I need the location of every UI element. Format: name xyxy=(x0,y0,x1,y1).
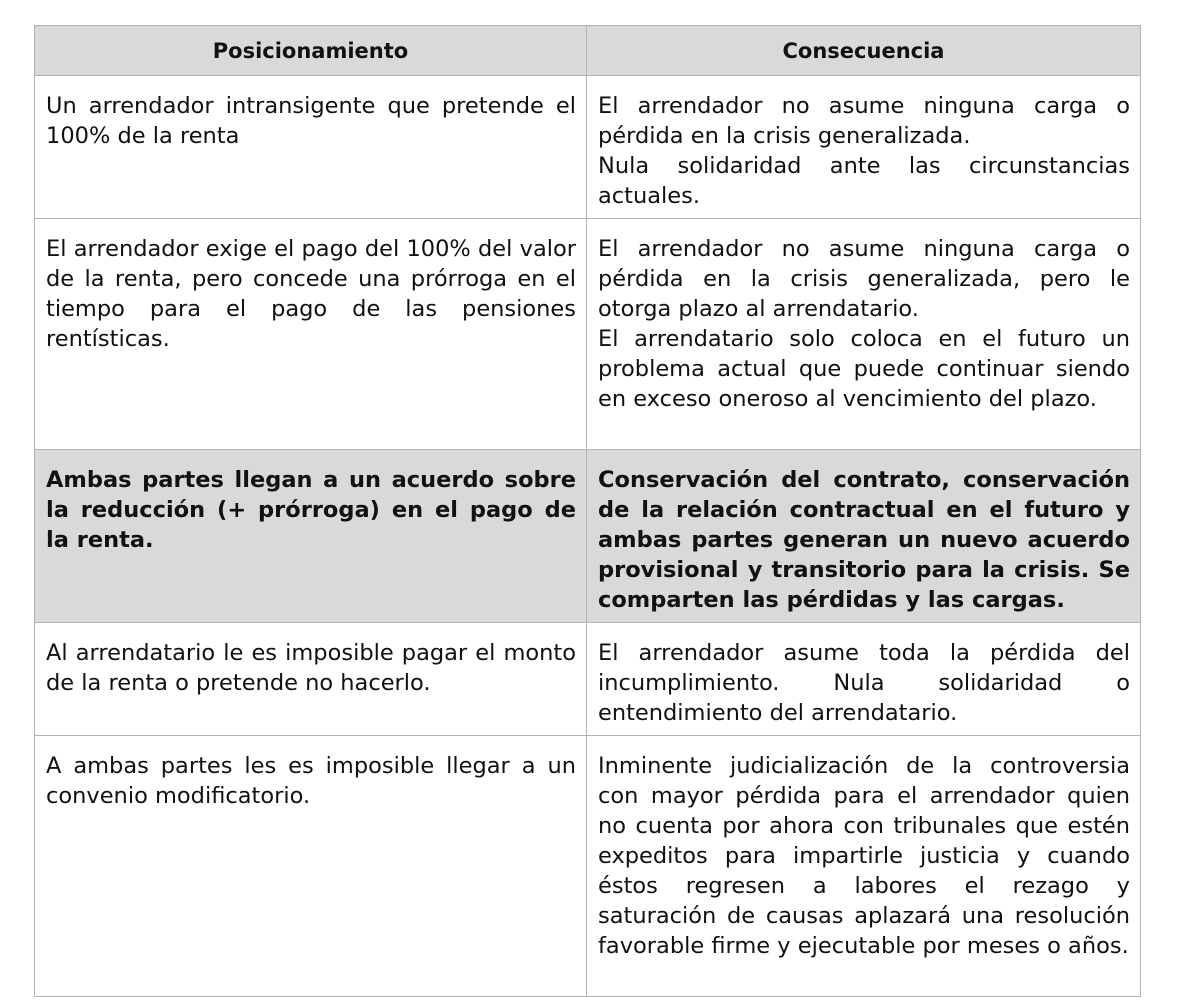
header-row xyxy=(35,26,1141,76)
consecuencia-cell xyxy=(587,736,1141,997)
header-posicionamiento: Posicionamiento xyxy=(35,26,587,76)
table-row xyxy=(35,623,1141,736)
table-row xyxy=(35,76,1141,219)
table-row-highlighted xyxy=(35,450,1141,623)
consecuencia-cell xyxy=(587,450,1141,623)
posicionamiento-cell: Un arrendador intransigente que pretende el 100% de la renta xyxy=(35,76,587,219)
posicionamiento-cell: Ambas partes llegan a un acuerdo sobre la reducción (+ prórroga) en el pago de la renta. xyxy=(35,450,587,623)
table-row xyxy=(35,219,1141,450)
consecuencia-cell xyxy=(587,219,1141,450)
consecuencia-line: El arrendador no asume ninguna carga o pérdida en la crisis generalizada. xyxy=(598,93,1130,149)
consecuencia-line: Conservación del contrato, conservación de la relación contractual en el futuro y ambas partes generan un nuevo acuerdo provisional y transitorio para la crisis. Se comparten las pérdidas y las cargas. xyxy=(598,467,1130,613)
posicionamiento-cell: El arrendador exige el pago del 100% del valor de la renta, pero concede una prórroga en el tiempo para el pago de las pensiones rentísticas. xyxy=(35,219,587,450)
positioning-consequence-table xyxy=(34,25,1141,997)
consecuencia-line: El arrendador asume toda la pérdida del incumplimiento. Nula solidaridad o entendimiento del arrendatario. xyxy=(598,640,1130,726)
posicionamiento-cell: Al arrendatario le es imposible pagar el monto de la renta o pretende no hacerlo. xyxy=(35,623,587,736)
consecuencia-line: El arrendatario solo coloca en el futuro un problema actual que puede continuar siendo en exceso oneroso al vencimiento del plazo. xyxy=(598,326,1130,412)
consecuencia-cell xyxy=(587,76,1141,219)
consecuencia-line: Inminente judicialización de la controversia con mayor pérdida para el arrendador quien no cuenta por ahora con tribunales que estén expeditos para impartirle justicia y cuando éstos regresen a labores el rezago y saturación de causas aplazará una resolución favorable firme y ejecutable por meses o años. xyxy=(598,753,1130,959)
posicionamiento-cell: A ambas partes les es imposible llegar a un convenio modificatorio. xyxy=(35,736,587,997)
header-consecuencia: Consecuencia xyxy=(587,26,1141,76)
consecuencia-line: El arrendador no asume ninguna carga o pérdida en la crisis generalizada, pero le otorga plazo al arrendatario. xyxy=(598,236,1130,322)
table-row xyxy=(35,736,1141,997)
consecuencia-cell xyxy=(587,623,1141,736)
consecuencia-line: Nula solidaridad ante las circunstancias actuales. xyxy=(598,153,1130,209)
